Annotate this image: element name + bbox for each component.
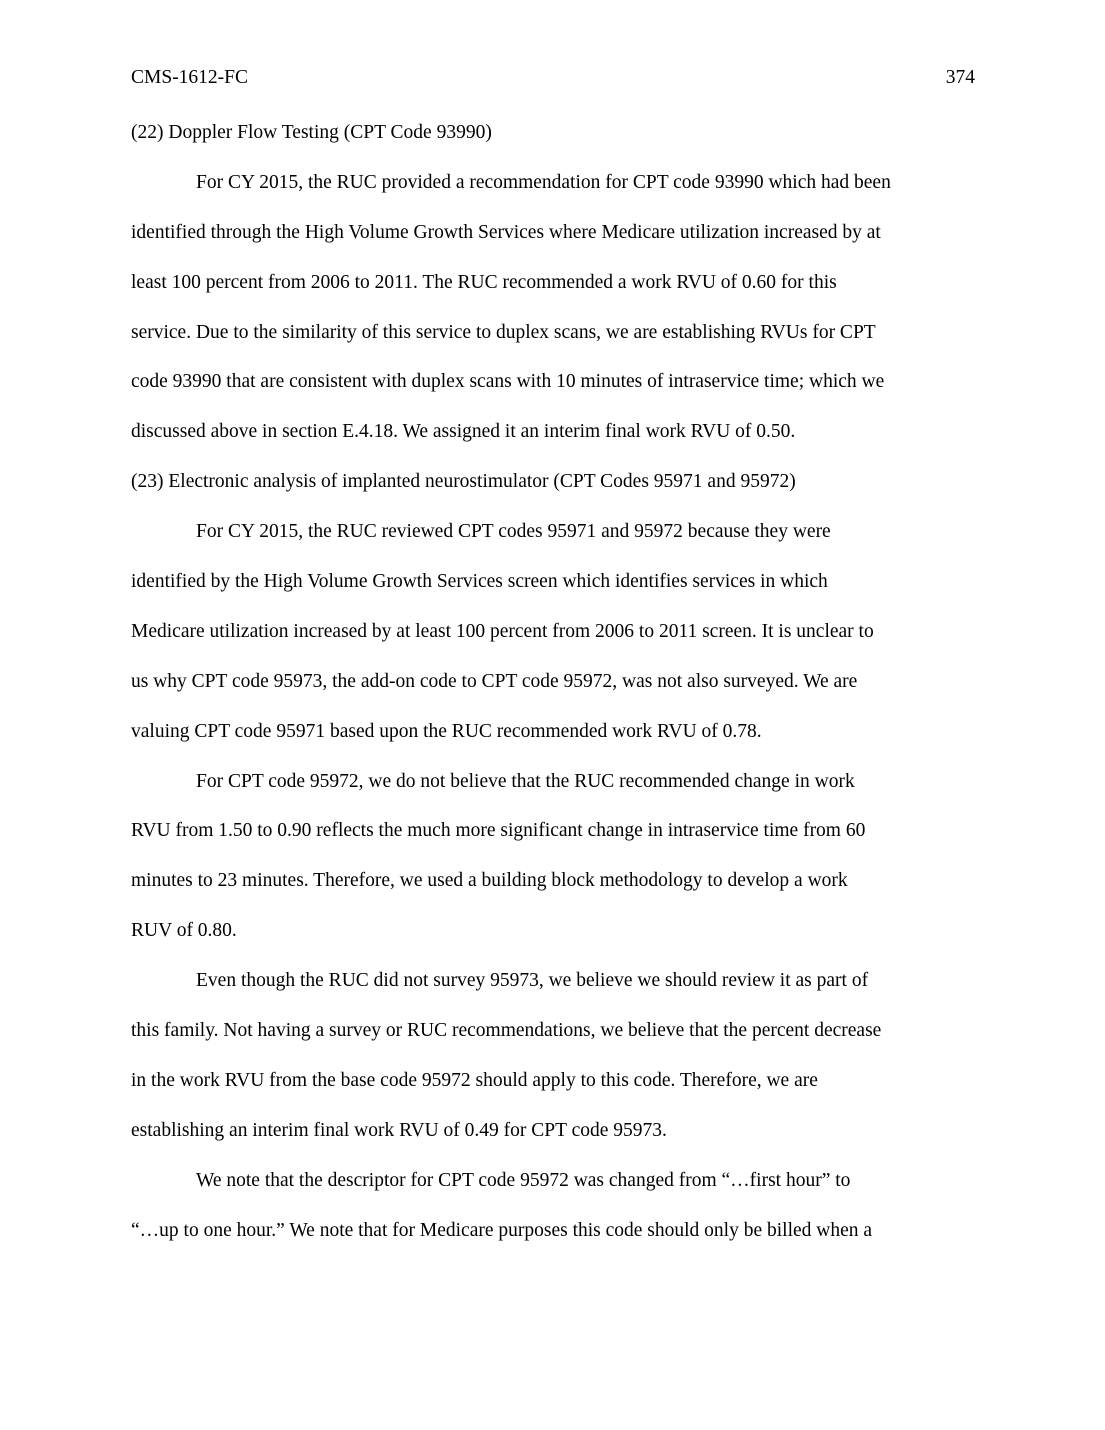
paragraph-line: valuing CPT code 95971 based upon the RUC recommended work RVU of 0.78. <box>131 720 762 742</box>
paragraph-line: service. Due to the similarity of this service to duplex scans, we are establishing RVUs for CPT <box>131 321 876 343</box>
paragraph-line: us why CPT code 95973, the add-on code to CPT code 95972, was not also surveyed. We are <box>131 670 858 692</box>
paragraph-line: this family. Not having a survey or RUC recommendations, we believe that the percent decrease <box>131 1020 882 1042</box>
paragraph-line: minutes to 23 minutes. Therefore, we used a building block methodology to develop a work <box>131 870 848 892</box>
paragraph-line: For CPT code 95972, we do not believe that the RUC recommended change in work <box>196 770 855 792</box>
paragraph-line: “…up to one hour.” We note that for Medicare purposes this code should only be billed when a <box>131 1219 873 1241</box>
paragraph-line: For CY 2015, the RUC reviewed CPT codes 95971 and 95972 because they were <box>196 521 831 543</box>
paragraph-line: For CY 2015, the RUC provided a recommendation for CPT code 93990 which had been <box>196 171 891 193</box>
section-heading-22: (22) Doppler Flow Testing (CPT Code 93990) <box>131 122 492 143</box>
paragraph-line: We note that the descriptor for CPT code 95972 was changed from “…first hour” to <box>196 1169 851 1191</box>
paragraph-line: discussed above in section E.4.18. We assigned it an interim final work RVU of 0.50. <box>131 421 796 443</box>
section-heading-23: (23) Electronic analysis of implanted neurostimulator (CPT Codes 95971 and 95972) <box>131 471 796 493</box>
paragraph-line: Even though the RUC did not survey 95973, we believe we should review it as part of <box>196 970 869 992</box>
paragraph-line: RUV of 0.80. <box>131 920 237 942</box>
paragraph-line: establishing an interim final work RVU of 0.49 for CPT code 95973. <box>131 1119 667 1141</box>
paragraph-line: identified through the High Volume Growth Services where Medicare utilization increased by at <box>131 221 881 243</box>
paragraph-line: RVU from 1.50 to 0.90 reflects the much more significant change in intraservice time from 60 <box>131 820 866 842</box>
paragraph-line: least 100 percent from 2006 to 2011. The RUC recommended a work RVU of 0.60 for this <box>131 271 837 293</box>
document-id: CMS-1612-FC <box>131 67 249 88</box>
page-number: 374 <box>945 67 975 88</box>
paragraph-line: identified by the High Volume Growth Services screen which identifies services in which <box>131 571 828 593</box>
paragraph-line: in the work RVU from the base code 95972 should apply to this code. Therefore, we are <box>131 1069 818 1091</box>
paragraph-line: Medicare utilization increased by at least 100 percent from 2006 to 2011 screen. It is unclear to <box>131 620 874 642</box>
body-text <box>131 119 976 1266</box>
paragraph-line: code 93990 that are consistent with duplex scans with 10 minutes of intraservice time; which we <box>131 371 885 393</box>
